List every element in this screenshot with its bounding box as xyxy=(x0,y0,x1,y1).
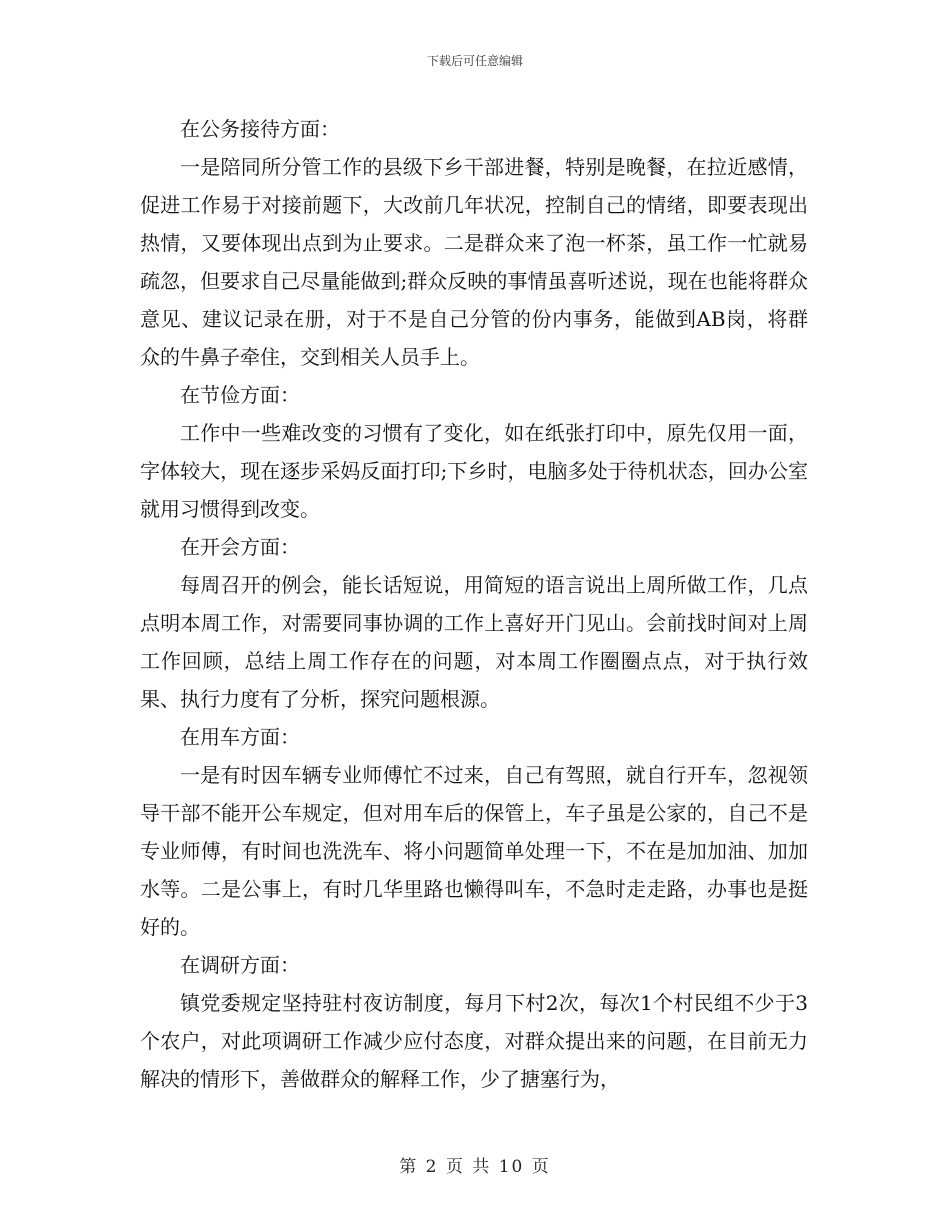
section-heading-research: 在调研方面： xyxy=(180,953,300,977)
page-number: 第 2 页 共 10 页 xyxy=(399,1157,551,1177)
page-header-note: 下载后可任意编辑 xyxy=(426,54,523,68)
document-body xyxy=(140,110,808,1098)
section-body-frugality: 工作中一些难改变的习惯有了变化，如在纸张打印中，原先仅用一面，字体较大，现在逐步采妈反面打印;下乡时，电脑多处于待机状态，回办公室就用习惯得到改变。 xyxy=(140,421,808,521)
section-body-reception: 一是陪同所分管工作的县级下乡干部进餐，特别是晚餐，在拉近感情，促进工作易于对接前题下，大改前几年状况，控制自己的情绪，即要表现出热情，又要体现出点到为止要求。二是群众来了泡一杯茶，虽工作一忙就易疏忽，但要求自己尽量能做到;群众反映的事情虽喜听述说，现在也能将群众意见、建议记录在册，对于不是自己分管的份内事务，能做到AB岗，将群众的牛鼻子牵住，交到相关人员手上。 xyxy=(140,155,808,369)
section-body-vehicles: 一是有时因车辆专业师傅忙不过来，自己有驾照，就自行开车，忽视领导干部不能开公车规定，但对用车后的保管上，车子虽是公家的，自己不是专业师傅，有时间也洗洗车、将小问题简单处理一下，不在是加加油、加加水等。二是公事上，有时几华里路也懒得叫车，不急时走走路，办事也是挺好的。 xyxy=(140,763,808,939)
section-heading-reception: 在公务接待方面： xyxy=(180,117,340,141)
section-body-research: 镇党委规定坚持驻村夜访制度，每月下村2次，每次1个村民组不少于3个农户，对此项调研工作减少应付态度，对群众提出来的问题，在目前无力解决的情形下，善做群众的解释工作，少了搪塞行为， xyxy=(140,991,808,1091)
section-heading-meetings: 在开会方面： xyxy=(180,535,300,559)
section-body-meetings: 每周召开的例会，能长话短说，用简短的语言说出上周所做工作，几点点明本周工作，对需要同事协调的工作上喜好开门见山。会前找时间对上周工作回顾，总结上周工作存在的问题，对本周工作圈圈点点，对于执行效果、执行力度有了分析，探究问题根源。 xyxy=(140,573,808,711)
section-heading-frugality: 在节俭方面： xyxy=(180,383,300,407)
section-heading-vehicles: 在用车方面： xyxy=(180,725,300,749)
